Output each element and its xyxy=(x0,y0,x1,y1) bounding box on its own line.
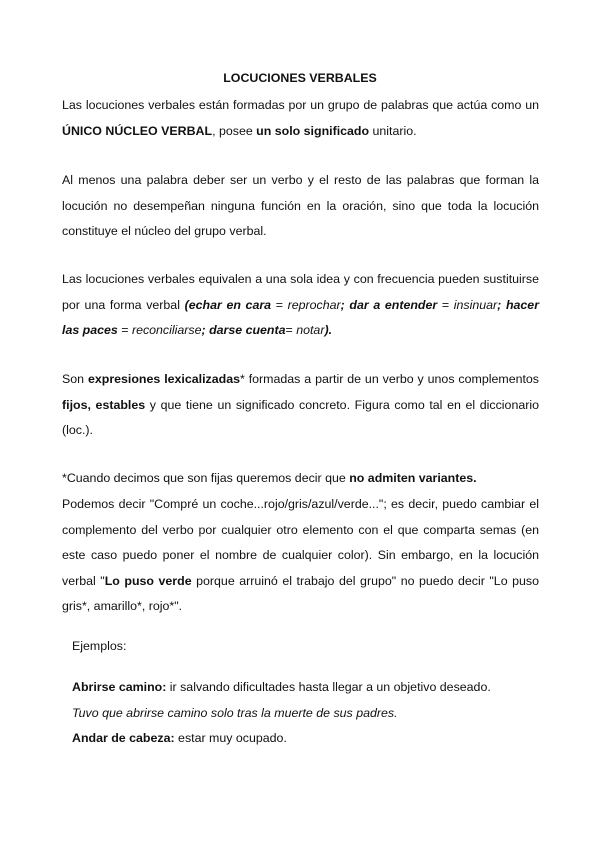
bold-term: expresiones lexicalizadas xyxy=(87,372,240,386)
text-span: Al menos una palabra deber ser un verbo y el resto de las palabras que forman la locución no desempeñan ninguna función en la oración, sino que toda la locución constituye el núcleo del grupo verbal. xyxy=(62,173,539,238)
text-span: * formadas a partir de un verbo y unos complementos xyxy=(239,372,540,386)
bold-italic-term: (echar en cara xyxy=(184,297,272,312)
text-span: porque arruinó el trabajo del grupo" no puedo decir "Lo puso gris*, amarillo*, rojo*". xyxy=(62,573,540,613)
text-span: = xyxy=(285,323,297,337)
bold-term: Lo puso verde xyxy=(104,573,192,588)
text-span: , posee xyxy=(212,123,257,138)
text-span: = xyxy=(117,323,132,337)
italic-term: reconciliarse xyxy=(131,323,202,337)
paragraph-verb-rule xyxy=(62,168,539,245)
example-definition: ir salvando dificultades hasta llegar a un objetivo deseado. xyxy=(166,680,491,694)
text-span: = xyxy=(271,297,288,312)
text-span: *Cuando decimos que son fijas queremos decir que xyxy=(62,471,350,485)
text-span: unitario. xyxy=(369,123,417,138)
text-span: Podemos decir "Compré un coche...rojo/gris/azul/verde..."; es decir, puedo cambiar el complemento del verbo por cualquier otro elemento con el que comparta semas (en este caso puedo poner el nombre de cualquier color). Sin embargo, en la locución verbal " xyxy=(62,497,539,588)
example-term: Andar de cabeza: xyxy=(72,731,175,745)
italic-term: notar xyxy=(296,323,325,337)
italic-term: reprochar xyxy=(287,297,341,312)
paragraph-example-explanation xyxy=(62,492,539,620)
text-span: y que tiene un significado concreto. Figura como tal en el diccionario (loc.). xyxy=(62,397,539,437)
example-sentence-text: Tuvo que abrirse camino solo tras la muerte de sus padres. xyxy=(72,706,398,720)
text-span: = xyxy=(437,297,454,312)
italic-term: insinuar xyxy=(453,297,498,312)
example-definition: estar muy ocupado. xyxy=(174,731,287,745)
bold-italic-term: ). xyxy=(324,323,333,337)
example-sentence xyxy=(72,705,398,721)
page-title: LOCUCIONES VERBALES xyxy=(223,71,377,85)
paragraph-definition xyxy=(62,93,539,144)
bold-term: no admiten variantes. xyxy=(349,471,477,485)
paragraph-equivalences xyxy=(62,267,539,344)
text-span: Las locuciones verbales están formadas por un grupo de palabras que actúa como un xyxy=(62,98,539,112)
paragraph-lexicalized xyxy=(62,367,539,444)
bold-term: fijos, estables xyxy=(62,397,146,412)
bold-italic-term: ; hacer las paces xyxy=(62,297,540,337)
bold-italic-term: ; dar a entender xyxy=(340,297,438,312)
example-item xyxy=(72,730,287,746)
example-item xyxy=(72,679,491,695)
bold-term: un solo significado xyxy=(256,123,370,138)
bold-term: ÚNICO NÚCLEO VERBAL xyxy=(62,123,213,138)
bold-italic-term: ; darse cuenta xyxy=(201,323,286,337)
examples-heading: Ejemplos: xyxy=(72,639,127,653)
paragraph-note xyxy=(62,466,539,492)
text-span: Las locuciones verbales equivalen a una sola idea y con frecuencia pueden sustituirse por una forma verbal xyxy=(62,272,539,312)
text-span: Son xyxy=(62,372,88,386)
example-term: Abrirse camino: xyxy=(72,680,167,694)
